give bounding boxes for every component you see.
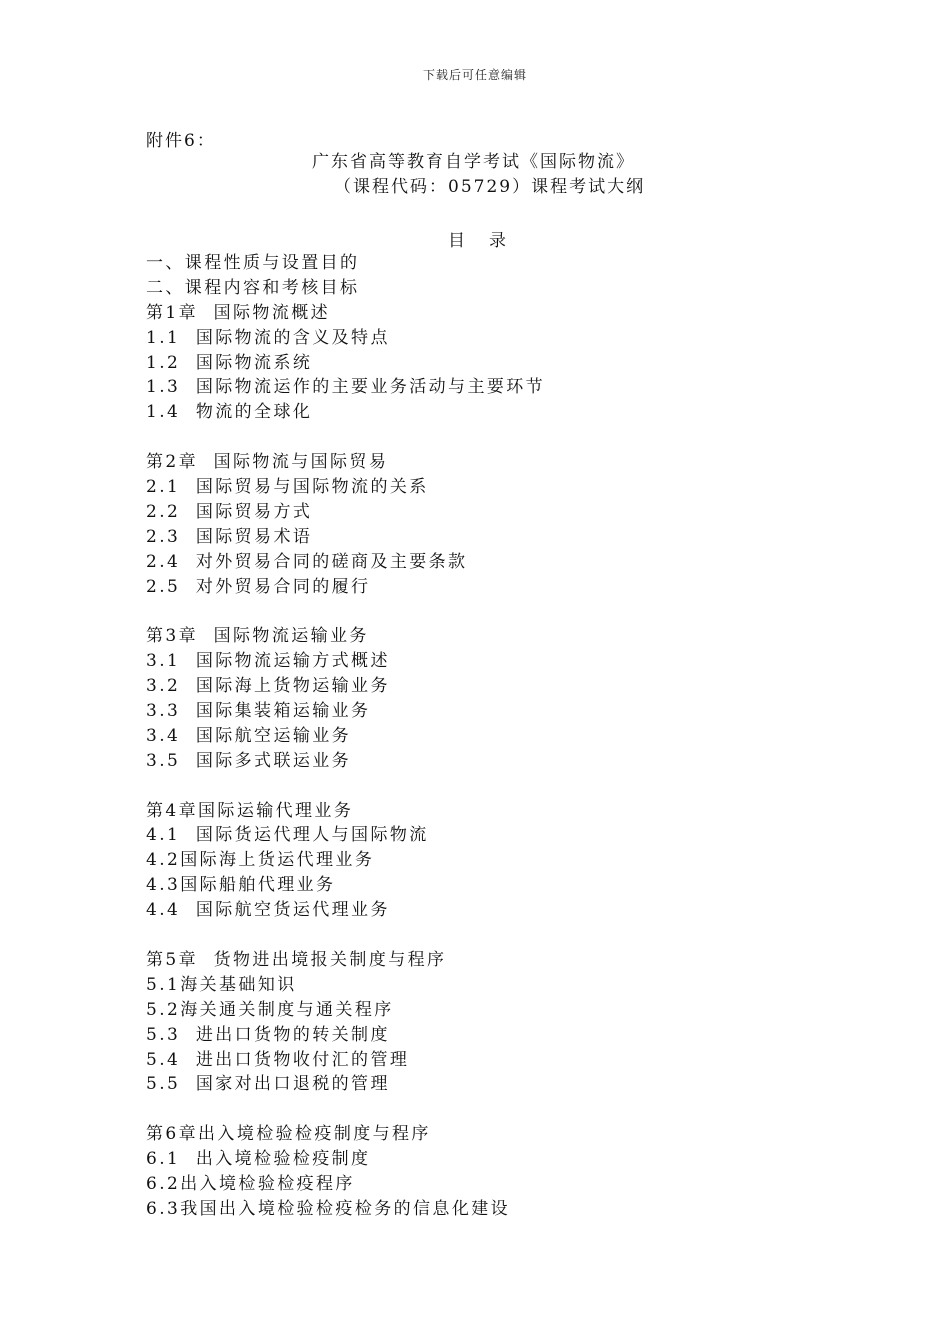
toc-section-item: 3.4 国际航空运输业务 [146, 725, 352, 746]
toc-section-item: 5.5 国家对出口退税的管理 [146, 1074, 390, 1095]
toc-section-item: 2.1 国际贸易与国际物流的关系 [146, 477, 429, 498]
toc-section-item: 6.2出入境检验检疫程序 [146, 1173, 355, 1194]
toc-section-item: 1.2 国际物流系统 [146, 352, 313, 373]
toc-section-item: 3.1 国际物流运输方式概述 [146, 651, 390, 672]
toc-section-item: 1.3 国际物流运作的主要业务活动与主要环节 [146, 377, 546, 398]
toc-section-item: 3.5 国际多式联运业务 [146, 750, 352, 771]
toc-section-item: 3.3 国际集装箱运输业务 [146, 701, 371, 722]
attachment-label: 附件6： [146, 131, 216, 151]
toc-section-item: 5.4 进出口货物收付汇的管理 [146, 1049, 410, 1070]
toc-section-item: 4.4 国际航空货运代理业务 [146, 900, 390, 921]
toc-chapter-title: 第2章 国际物流与国际贸易 [146, 452, 389, 473]
toc-intro-item: 一、课程性质与设置目的 [146, 253, 360, 273]
toc-spacer [146, 425, 545, 450]
toc-chapter-title: 第6章出入境检验检疫制度与程序 [146, 1124, 431, 1145]
document-title [312, 150, 645, 200]
header-note: 下载后可任意编辑 [422, 68, 527, 82]
toc-section-item: 6.3我国出入境检验检疫检务的信息化建设 [146, 1198, 511, 1219]
toc-spacer [146, 774, 545, 799]
toc-section-item: 2.3 国际贸易术语 [146, 526, 313, 547]
toc-section-item: 1.1 国际物流的含义及特点 [146, 327, 390, 348]
toc-chapter-title: 第3章 国际物流运输业务 [146, 626, 369, 647]
toc-intro-item: 二、课程内容和考核目标 [146, 277, 360, 298]
toc-section-item: 1.4 物流的全球化 [146, 402, 313, 423]
toc-section-item: 5.1海关基础知识 [146, 974, 297, 995]
toc-section-item: 5.3 进出口货物的转关制度 [146, 1024, 390, 1045]
toc-heading-part-1: 目 [448, 231, 467, 251]
toc-heading-part-2: 录 [489, 231, 508, 251]
title-line-1: 广东省高等教育自学考试《国际物流》 [312, 152, 635, 172]
toc-chapter-title: 第5章 货物进出境报关制度与程序 [146, 949, 447, 970]
table-of-contents [146, 251, 545, 1222]
toc-section-item: 5.2海关通关制度与通关程序 [146, 999, 394, 1020]
toc-section-item: 2.5 对外贸易合同的履行 [146, 576, 371, 597]
toc-section-item: 3.2 国际海上货物运输业务 [146, 676, 390, 697]
toc-spacer [146, 599, 545, 624]
toc-section-item: 4.2国际海上货运代理业务 [146, 850, 375, 871]
toc-chapter-title: 第4章国际运输代理业务 [146, 800, 354, 821]
toc-section-item: 6.1 出入境检验检疫制度 [146, 1149, 371, 1170]
toc-section-item: 2.2 国际贸易方式 [146, 501, 313, 522]
toc-chapter-title: 第1章 国际物流概述 [146, 302, 331, 323]
toc-section-item: 4.3国际船舶代理业务 [146, 875, 336, 896]
toc-section-item: 2.4 对外贸易合同的磋商及主要条款 [146, 551, 468, 572]
toc-section-item: 4.1 国际货运代理人与国际物流 [146, 825, 429, 846]
toc-spacer [146, 923, 545, 948]
toc-spacer [146, 1097, 545, 1122]
title-line-2: （课程代码：05729）课程考试大纲 [334, 177, 646, 197]
toc-heading [448, 226, 508, 251]
